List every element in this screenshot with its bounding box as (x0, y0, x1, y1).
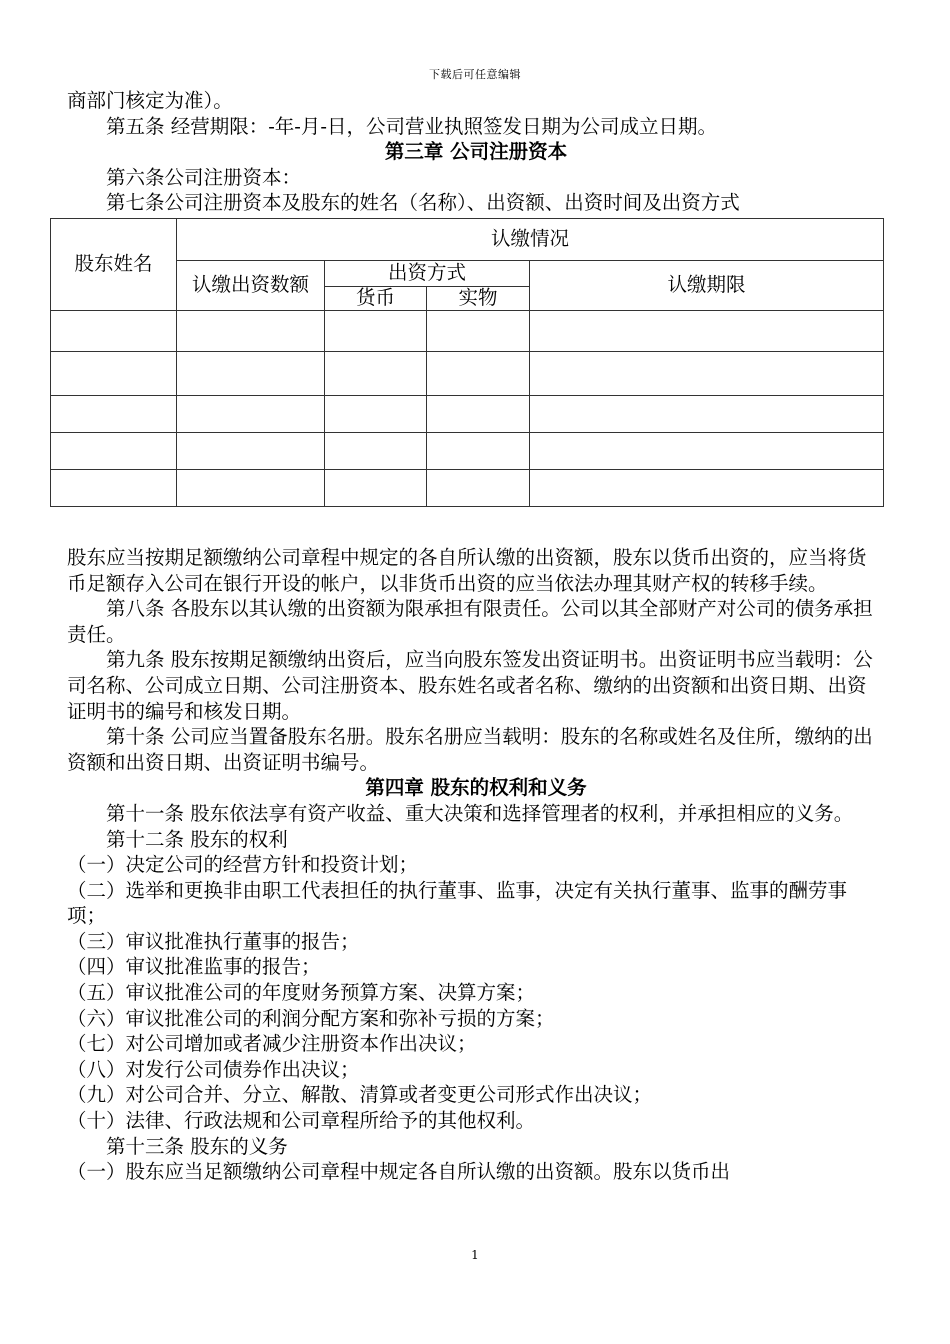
article-6: 第六条公司注册资本： (106, 165, 302, 189)
right-item: （五）审议批准公司的年度财务预算方案、决算方案； (67, 981, 536, 1005)
article-9: 第九条 股东按期足额缴纳出资后，应当向股东签发出资证明书。出资证明书应当载明：公司名称、公司成立日期、公司注册资本、股东姓名或者名称、缴纳的出资额和出资日期、出资证明书的编号和核发日期。 (67, 648, 873, 723)
table-cell (530, 395, 884, 432)
table-row (51, 469, 884, 506)
table-cell (325, 310, 427, 351)
shareholder-table (50, 218, 884, 507)
article-7: 第七条公司注册资本及股东的姓名（名称）、出资额、出资时间及出资方式 (106, 191, 740, 215)
table-cell (51, 310, 177, 351)
col-contribution-method: 出资方式 (325, 260, 530, 286)
col-in-kind: 实物 (427, 286, 530, 310)
table-cell (325, 395, 427, 432)
table-row (51, 310, 884, 351)
table-cell (530, 351, 884, 395)
paragraph-contribution: 股东应当按期足额缴纳公司章程中规定的各自所认缴的出资额，股东以货币出资的，应当将货币足额存入公司在银行开设的帐户，以非货币出资的应当依法办理其财产权的转移手续。 (67, 545, 867, 595)
col-shareholder-name: 股东姓名 (51, 218, 177, 310)
right-item: （七）对公司增加或者减少注册资本作出决议； (67, 1032, 477, 1056)
article-8: 第八条 各股东以其认缴的出资额为限承担有限责任。公司以其全部财产对公司的债务承担责任。 (67, 597, 873, 646)
right-item: （九）对公司合并、分立、解散、清算或者变更公司形式作出决议； (67, 1083, 653, 1107)
spacer (67, 507, 885, 545)
table-cell (427, 432, 530, 469)
table-cell (325, 351, 427, 395)
right-item: （一）决定公司的经营方针和投资计划； (67, 853, 419, 877)
table-cell (427, 351, 530, 395)
table-cell (177, 469, 325, 506)
col-subscribed-amount: 认缴出资数额 (177, 260, 325, 310)
col-group-subscription: 认缴情况 (177, 218, 884, 260)
table-cell (427, 395, 530, 432)
table-cell (530, 469, 884, 506)
table-cell (325, 469, 427, 506)
table-cell (51, 432, 177, 469)
duty-item: （一）股东应当足额缴纳公司章程中规定各自所认缴的出资额。股东以货币出 (67, 1160, 731, 1184)
article-13: 第十三条 股东的义务 (106, 1134, 288, 1158)
page-number: 1 (471, 1248, 479, 1262)
table-row (51, 351, 884, 395)
right-item: （十）法律、行政法规和公司章程所给予的其他权利。 (67, 1109, 536, 1133)
chapter-4-heading: 第四章 股东的权利和义务 (365, 776, 587, 800)
table-cell (530, 310, 884, 351)
right-item: （六）审议批准公司的利润分配方案和弥补亏损的方案； (67, 1006, 555, 1030)
right-item: （二）选举和更换非由职工代表担任的执行董事、监事，决定有关执行董事、监事的酬劳事项； (67, 878, 848, 928)
table-row (51, 395, 884, 432)
table-cell (427, 310, 530, 351)
table-cell (427, 469, 530, 506)
page-header: 下载后可任意编辑 (429, 68, 521, 81)
table-cell (177, 432, 325, 469)
col-cash: 货币 (325, 286, 427, 310)
right-item: （八）对发行公司债券作出决议； (67, 1057, 360, 1081)
table-cell (51, 395, 177, 432)
right-item: （四）审议批准监事的报告； (67, 955, 321, 979)
table-row (51, 432, 884, 469)
article-5: 第五条 经营期限：-年-月-日，公司营业执照签发日期为公司成立日期。 (106, 114, 717, 138)
article-10: 第十条 公司应当置备股东名册。股东名册应当载明：股东的名称或姓名及住所，缴纳的出资额和出资日期、出资证明书编号。 (67, 725, 873, 774)
paragraph-continuation: 商部门核定为准）。 (67, 89, 233, 112)
right-item: （三）审议批准执行董事的报告； (67, 929, 360, 953)
table-cell (530, 432, 884, 469)
table-cell (51, 351, 177, 395)
table-cell (177, 351, 325, 395)
chapter-3-heading: 第三章 公司注册资本 (384, 140, 568, 164)
col-subscription-term: 认缴期限 (530, 260, 884, 310)
article-11: 第十一条 股东依法享有资产收益、重大决策和选择管理者的权利，并承担相应的义务。 (106, 801, 854, 825)
table-cell (325, 432, 427, 469)
table-cell (51, 469, 177, 506)
article-12: 第十二条 股东的权利 (106, 827, 288, 851)
table-cell (177, 395, 325, 432)
table-cell (177, 310, 325, 351)
document-body (67, 88, 885, 1185)
